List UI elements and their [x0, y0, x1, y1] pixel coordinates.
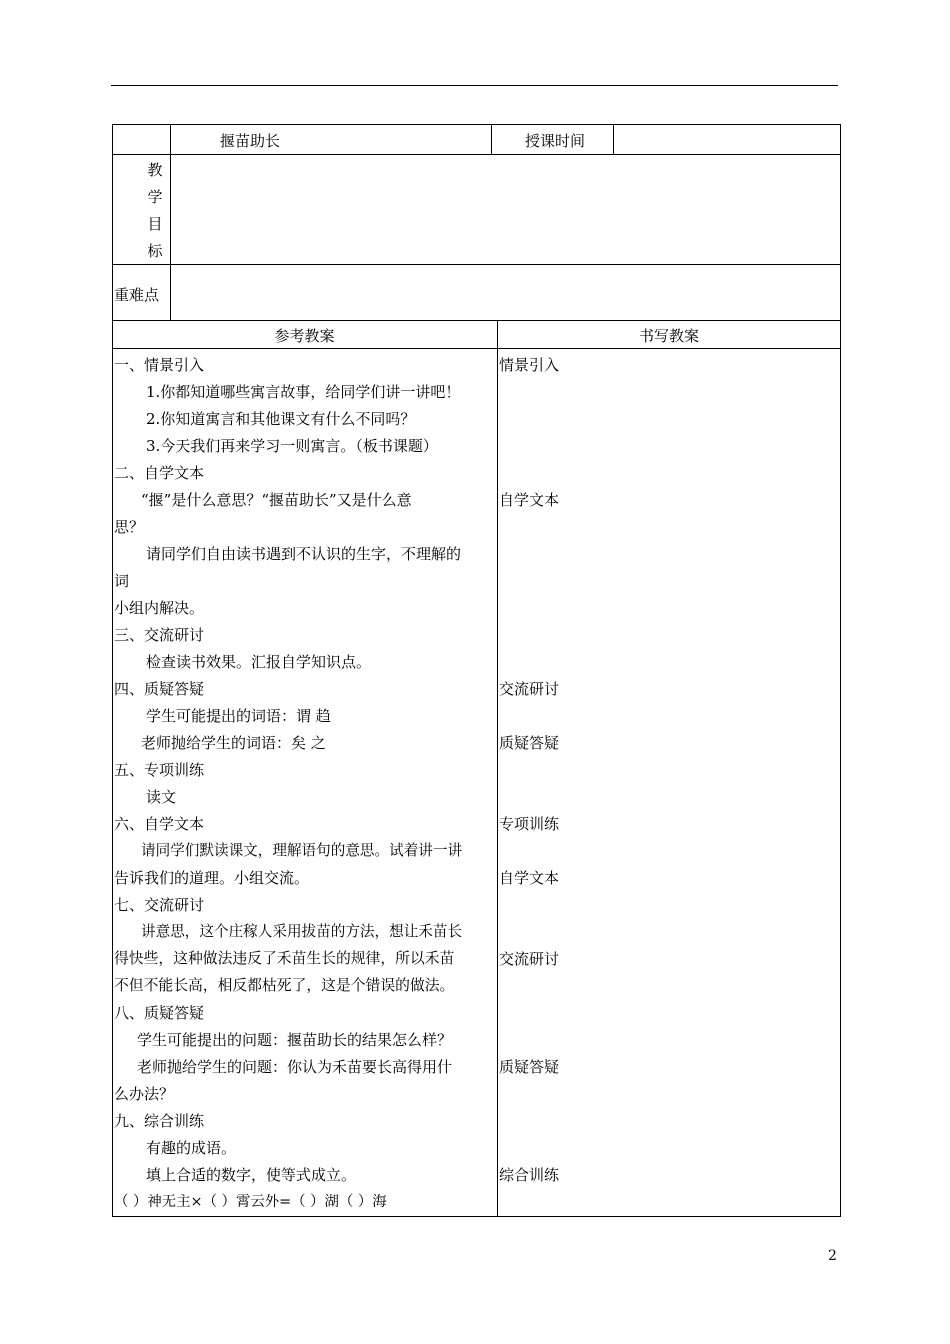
- title-time-divider: [491, 124, 492, 154]
- left-line: 告诉我们的道理。小组交流。: [114, 869, 310, 887]
- left-line: 词: [114, 572, 130, 590]
- left-line: 检查读书效果。汇报自学知识点。: [146, 653, 372, 671]
- left-line: 读文: [146, 788, 177, 806]
- right-line: 专项训练: [499, 815, 560, 833]
- row-divider-keypoints: [112, 320, 841, 321]
- reference-plan-header: 参考教案: [274, 327, 335, 345]
- right-line: 交流研讨: [499, 680, 560, 698]
- left-line: 八、质疑答疑: [114, 1004, 205, 1022]
- left-line: “揠”是什么意思？“揠苗助长”又是什么意: [141, 491, 412, 509]
- left-line: 讲意思，这个庄稼人采用拔苗的方法，想让禾苗长: [141, 923, 463, 940]
- left-line: 七、交流研讨: [114, 896, 205, 914]
- objectives-label-char-3: 目: [147, 215, 163, 233]
- right-line: 自学文本: [499, 491, 560, 509]
- left-line: 五、专项训练: [114, 761, 205, 779]
- writing-plan-header: 书写教案: [638, 327, 699, 345]
- left-line: 思？: [114, 518, 145, 536]
- label-column-divider: [170, 124, 171, 320]
- right-line: 质疑答疑: [499, 1058, 560, 1076]
- objectives-label-char-1: 教: [147, 161, 163, 179]
- row-divider-title: [112, 154, 841, 155]
- left-line: 1.你都知道哪些寓言故事，给同学们讲一讲吧！: [146, 383, 461, 401]
- header-rule: [111, 85, 838, 86]
- time-value-divider: [613, 124, 614, 154]
- left-line: 一、情景引入: [114, 356, 205, 374]
- left-line: 六、自学文本: [114, 815, 205, 833]
- objectives-label-char-2: 学: [147, 188, 163, 206]
- left-line: 不但不能长高，相反都枯死了，这是个错误的做法。: [114, 977, 455, 994]
- left-line: 填上合适的数字，使等式成立。: [146, 1166, 357, 1184]
- left-line: 2.你知道寓言和其他课文有什么不同吗？: [146, 410, 416, 428]
- right-line: 质疑答疑: [499, 734, 560, 752]
- left-line: 三、交流研讨: [114, 626, 205, 644]
- lesson-title: 揠苗助长: [220, 132, 281, 150]
- plan-column-divider: [497, 320, 498, 1217]
- left-line: （ ）神无主×（ ）霄云外=（ ）湖（ ）海: [114, 1194, 387, 1210]
- left-line: 四、质疑答疑: [114, 680, 205, 698]
- right-line: 情景引入: [499, 356, 560, 374]
- row-divider-columns: [112, 348, 841, 349]
- left-line: 小组内解决。: [114, 599, 205, 617]
- right-line: 自学文本: [499, 869, 560, 887]
- left-line: 老师抛给学生的词语：矣 之: [141, 734, 326, 752]
- time-label: 授课时间: [525, 132, 586, 150]
- left-line: 得快些，这种做法违反了禾苗生长的规律，所以禾苗: [114, 950, 455, 967]
- key-points-label: 重难点: [114, 286, 160, 304]
- left-line: 请同学们默读课文，理解语句的意思。试着讲一讲: [141, 842, 463, 859]
- left-line: 么办法？: [114, 1085, 175, 1103]
- left-line: 请同学们自由读书遇到不认识的生字，不理解的: [146, 545, 462, 563]
- page-number: 2: [828, 1248, 837, 1264]
- right-line: 综合训练: [499, 1166, 560, 1184]
- row-divider-objectives: [112, 264, 841, 265]
- left-line: 学生可能提出的词语：谓 趋: [146, 707, 331, 725]
- right-line: 交流研讨: [499, 950, 560, 968]
- objectives-label-char-4: 标: [147, 242, 163, 260]
- left-line: 有趣的成语。: [146, 1139, 237, 1157]
- left-line: 3.今天我们再来学习一则寓言。（板书课题）: [146, 437, 438, 455]
- left-line: 老师抛给学生的问题：你认为禾苗要长高得用什: [137, 1058, 453, 1076]
- left-line: 学生可能提出的问题：揠苗助长的结果怎么样？: [137, 1031, 453, 1049]
- left-line: 二、自学文本: [114, 464, 205, 482]
- left-line: 九、综合训练: [114, 1112, 205, 1130]
